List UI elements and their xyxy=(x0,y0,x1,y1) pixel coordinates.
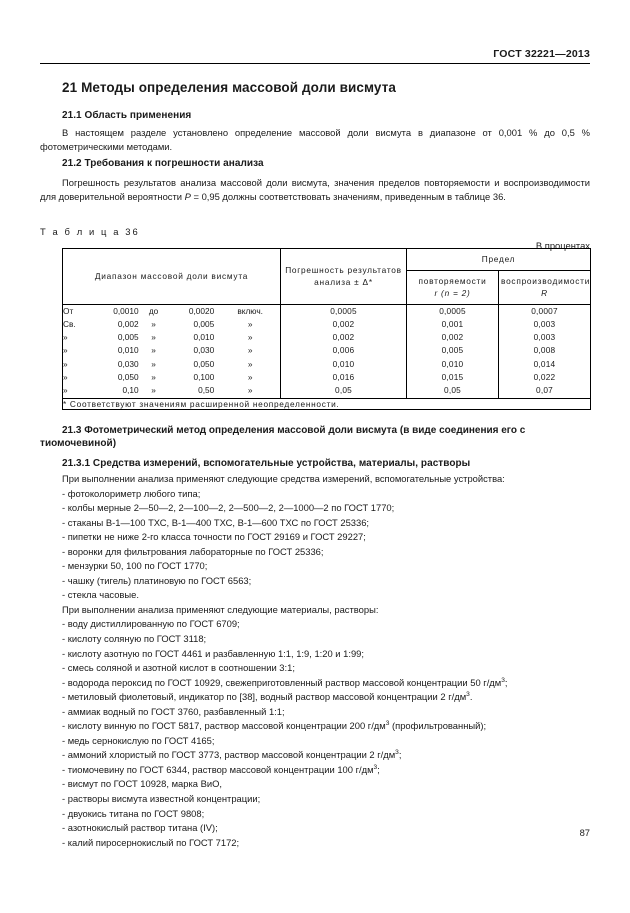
range-prefix: Св. xyxy=(63,318,76,329)
header-range: Диапазон массовой доли висмута xyxy=(63,249,281,305)
header-reproducibility-line1: воспроизводимости xyxy=(501,275,591,286)
list-item-text: - азотнокислый раствор титана (IV); xyxy=(62,822,218,834)
exponent: 3 xyxy=(466,691,470,699)
paragraph-part-a: Погрешность результатов анализа массовой доли висмута, значения пределов повторяемости и воспроизводимости для доверительной вероятности xyxy=(40,177,590,203)
heading-line-1: 21.3 Фотометрический метод определения массовой доли висмута (в виде соединения его с xyxy=(62,425,526,436)
list-item-text: - аммоний хлористый по ГОСТ 3773, раствор массовой концентрации 2 г/дм xyxy=(62,749,396,761)
range-row xyxy=(63,371,280,384)
list-item xyxy=(40,748,590,763)
page-content xyxy=(40,0,590,913)
error-value: 0,0005 xyxy=(330,305,357,316)
list-item-text: - мензурки 50, 100 по ГОСТ 1770; xyxy=(62,560,208,572)
header-repeatability xyxy=(407,270,499,304)
subsection-21-1-paragraph xyxy=(40,126,590,154)
reproducibility-value: 0,07 xyxy=(536,385,553,396)
range-row xyxy=(63,358,280,371)
range-from: 0,0010 xyxy=(113,305,139,316)
list-item-tail: (профильтрованный); xyxy=(389,720,487,732)
list-item xyxy=(40,807,590,822)
running-header xyxy=(40,48,590,64)
list-item-text: - чашку (тигель) платиновую по ГОСТ 6563; xyxy=(62,574,252,586)
repeatability-value: 0,0005 xyxy=(439,305,466,316)
standard-designation: ГОСТ 32221—2013 xyxy=(493,48,590,60)
heading-text: 21.1 Область применения xyxy=(62,110,192,121)
subsection-21-3-heading xyxy=(40,424,590,449)
list-item xyxy=(40,530,590,545)
subsection-21-2-paragraph xyxy=(40,176,590,204)
range-sep: » xyxy=(151,332,156,343)
range-sep: » xyxy=(151,371,156,382)
list-item-text: - воду дистиллированную по ГОСТ 6709; xyxy=(62,618,240,630)
range-to: 0,0020 xyxy=(188,305,215,316)
range-row xyxy=(63,344,280,357)
table-footnote-row xyxy=(63,398,591,409)
list-item xyxy=(40,705,590,720)
range-prefix: » xyxy=(63,332,68,343)
list-item-text: - калий пиросернокислый по ГОСТ 7172; xyxy=(62,836,240,848)
range-suffix: » xyxy=(247,345,253,356)
repeatability-value: 0,001 xyxy=(441,318,464,329)
list-item-text: - висмут по ГОСТ 10928, марка ВиО, xyxy=(62,778,222,790)
list-item-text: - медь сернокислую по ГОСТ 4165; xyxy=(62,734,215,746)
reproducibility-value: 0,008 xyxy=(533,345,556,356)
list-item xyxy=(40,617,590,632)
list-item xyxy=(40,676,590,691)
list-item-tail: . xyxy=(469,691,473,703)
heading-line-2: тиомочевиной) xyxy=(40,438,117,449)
list-item-text: - воронки для фильтрования лабораторные по ГОСТ 25336; xyxy=(62,545,324,557)
range-prefix: От xyxy=(63,305,74,316)
list-item-text: - смесь соляной и азотной кислот в соотношении 3:1; xyxy=(62,662,295,674)
range-from: 0,050 xyxy=(117,371,139,382)
list-item-text: - водорода пероксид по ГОСТ 10929, свежеприготовленный раствор массовой концентрации 50 г/дм xyxy=(62,676,502,688)
list-item xyxy=(40,501,590,516)
list-item xyxy=(40,647,590,662)
error-value: 0,002 xyxy=(332,332,355,343)
list-item-text: - стаканы В-1—100 ТХС, В-1—400 ТХС, В-1—600 ТХС по ГОСТ 25336; xyxy=(62,516,370,528)
range-to: 0,030 xyxy=(193,345,215,356)
list-item-text: - растворы висмута известной концентрации; xyxy=(62,793,261,805)
range-to: 0,005 xyxy=(193,318,215,329)
repeatability-value: 0,010 xyxy=(441,358,464,369)
range-from: 0,005 xyxy=(117,332,139,343)
list-item-text: - двуокись титана по ГОСТ 9808; xyxy=(62,807,205,819)
list-item xyxy=(40,545,590,560)
header-rule xyxy=(40,63,590,64)
list-item-text: - фотоколориметр любого типа; xyxy=(62,487,201,499)
list-item xyxy=(40,734,590,749)
range-sep: » xyxy=(151,358,156,369)
list-item-text: - кислоту винную по ГОСТ 5817, раствор массовой концентрации 200 г/дм xyxy=(62,720,386,732)
list-item-text: - стекла часовые. xyxy=(62,589,139,601)
list-item-text: - пипетки не ниже 2-го класса точности по ГОСТ 29169 и ГОСТ 29227; xyxy=(62,531,366,543)
list-item xyxy=(40,690,590,705)
list-item xyxy=(40,559,590,574)
list-intro-line xyxy=(40,472,590,487)
error-value: 0,002 xyxy=(332,318,355,329)
list-item xyxy=(40,632,590,647)
range-suffix: » xyxy=(247,318,253,329)
range-row xyxy=(63,318,280,331)
header-limit: Предел xyxy=(407,249,591,271)
table-header-row-1 xyxy=(63,249,591,271)
header-error: Погрешность результатов анализа ± Δ* xyxy=(281,249,407,305)
paragraph-text: В настоящем разделе установлено определение массовой доли висмута в диапазоне от 0,001 % до 0,5 % фотометрическими методами. xyxy=(40,127,590,153)
table-body xyxy=(63,304,591,409)
list-item-tail: ; xyxy=(504,676,508,688)
page-number: 87 xyxy=(579,827,590,838)
range-from: 0,010 xyxy=(117,345,139,356)
error-value: 0,010 xyxy=(332,358,355,369)
error-value: 0,016 xyxy=(332,371,355,382)
range-to: 0,50 xyxy=(198,385,215,396)
list-item-text: - кислоту азотную по ГОСТ 4461 и разбавленную 1:1, 1:9, 1:20 и 1:99; xyxy=(62,647,364,659)
paragraph-part-b: = 0,95 должны соответствовать значениям, приведенным в таблице 36. xyxy=(190,191,506,203)
range-sep: » xyxy=(151,345,156,356)
subsection-21-3-1-heading xyxy=(62,458,612,469)
range-to: 0,010 xyxy=(193,332,215,343)
heading-text: 21.3.1 Средства измерений, вспомогательные устройства, материалы, растворы xyxy=(62,458,471,469)
list-item-text: - тиомочевину по ГОСТ 6344, раствор массовой концентрации 100 г/дм xyxy=(62,763,374,775)
range-suffix: » xyxy=(247,358,253,369)
error-cell-group xyxy=(281,304,407,398)
reproducibility-value: 0,003 xyxy=(533,332,556,343)
exponent: 3 xyxy=(373,763,378,771)
range-from: 0,002 xyxy=(117,318,139,329)
range-sep: до xyxy=(148,305,159,316)
header-repeatability-line2: r (n = 2) xyxy=(434,288,471,298)
reproducibility-value: 0,022 xyxy=(533,371,556,382)
range-row xyxy=(63,305,280,318)
exponent: 3 xyxy=(385,720,390,728)
page-title: 21 Методы определения массовой доли висмута xyxy=(62,80,397,95)
list-item xyxy=(40,719,590,734)
materials-list xyxy=(40,472,590,850)
table-36 xyxy=(62,248,590,410)
list-item xyxy=(40,516,590,531)
range-to: 0,050 xyxy=(193,358,215,369)
error-value: 0,006 xyxy=(332,345,355,356)
list-item xyxy=(40,487,590,502)
range-prefix: » xyxy=(63,345,68,356)
heading-text: 21.2 Требования к погрешности анализа xyxy=(62,158,264,169)
exponent: 3 xyxy=(501,676,505,684)
range-suffix: » xyxy=(247,332,253,343)
range-prefix: » xyxy=(63,358,68,369)
list-item-text: - аммиак водный по ГОСТ 3760, разбавленный 1:1; xyxy=(62,705,285,717)
repeatability-cell-group xyxy=(407,304,499,398)
probability-symbol: P xyxy=(184,191,191,203)
list-item-text: - кислоту соляную по ГОСТ 3118; xyxy=(62,633,207,645)
range-from: 0,10 xyxy=(122,385,139,396)
subsection-21-2-heading xyxy=(62,158,612,169)
list-item xyxy=(40,661,590,676)
header-reproducibility xyxy=(499,270,591,304)
list-intro-line xyxy=(40,603,590,618)
list-item-text: При выполнении анализа применяют следующие средства измерений, вспомогательные устройства: xyxy=(62,473,505,484)
reproducibility-value: 0,014 xyxy=(533,358,556,369)
range-prefix: » xyxy=(63,385,68,396)
range-prefix: » xyxy=(63,371,68,382)
repeatability-value: 0,005 xyxy=(441,345,464,356)
range-to: 0,100 xyxy=(193,371,215,382)
repeatability-value: 0,002 xyxy=(441,332,464,343)
range-row xyxy=(63,384,280,397)
list-item-text: - метиловый фиолетовый, индикатор по [38], водный раствор массовой концентрации 2 г/дм xyxy=(62,691,467,703)
heading-text xyxy=(40,424,590,438)
error-value: 0,05 xyxy=(335,385,352,396)
list-item xyxy=(40,588,590,603)
repeatability-value: 0,015 xyxy=(441,371,464,382)
list-item xyxy=(40,574,590,589)
repeatability-value: 0,05 xyxy=(444,385,461,396)
reproducibility-value: 0,003 xyxy=(533,318,556,329)
range-sep: » xyxy=(151,318,156,329)
reproducibility-value: 0,0007 xyxy=(531,305,558,316)
units-note-text: В процентах xyxy=(535,240,590,251)
table-footnote: * Соответствуют значениям расширенной неопределенности. xyxy=(63,398,591,409)
reproducibility-cell-group xyxy=(499,304,591,398)
paragraph-text xyxy=(40,176,590,204)
list-item xyxy=(40,777,590,792)
list-item xyxy=(40,763,590,778)
range-suffix: » xyxy=(247,371,253,382)
header-reproducibility-line2: R xyxy=(541,288,548,298)
range-sep: » xyxy=(151,385,156,396)
table-caption-text: Т а б л и ц а 36 xyxy=(40,226,140,237)
header-repeatability-line1: повторяемости xyxy=(418,275,487,286)
exponent: 3 xyxy=(395,749,399,757)
list-item-tail: ; xyxy=(398,749,402,761)
range-row xyxy=(63,331,280,344)
list-item-tail: ; xyxy=(377,763,380,775)
range-suffix: » xyxy=(247,385,253,396)
subsection-21-1-heading xyxy=(62,110,612,121)
range-cell-group xyxy=(63,304,281,398)
range-suffix: включ. xyxy=(237,305,263,316)
list-item xyxy=(40,792,590,807)
list-item-text: При выполнении анализа применяют следующие материалы, растворы: xyxy=(62,603,379,615)
range-from: 0,030 xyxy=(117,358,139,369)
list-item-text: - колбы мерные 2—50—2, 2—100—2, 2—500—2, 2—1000—2 по ГОСТ 1770; xyxy=(62,502,395,514)
